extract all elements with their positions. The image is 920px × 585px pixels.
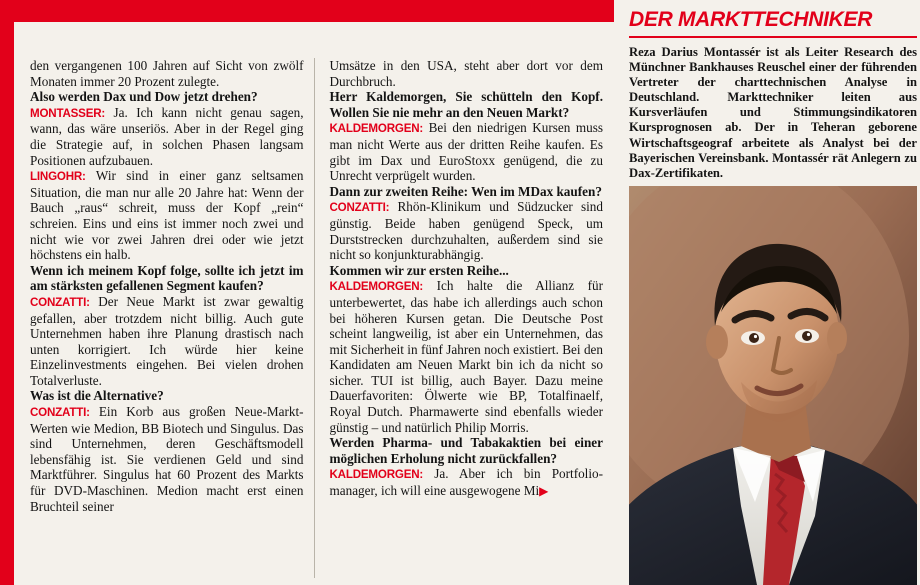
sidebar-panel (614, 0, 920, 585)
speaker-label: MONTASSER: (30, 106, 106, 120)
interview-question: Dann zur zweiten Reihe: Wen im MDax kaufen? (329, 183, 602, 199)
interview-answer: KALDEMORGEN: Ich halte die Allianz für unterbewertet, das habe ich allerdings auch schon bei höheren Kursen getan. Die Deutsche Post scheint langweilig, ist aber ein Unternehmen, das mit Sicherheit in fünf Jahren noch existiert. Bei den Kandidaten am Neuen Markt bin ich da nicht so sicher. TUI ist billig, auch Bayer. Dazu meine Dauerfavoriten: Ölwerte wie BP, Totalfinaelf, Royal Dutch. Pharmawerte sind ebenfalls wieder günstig – und natürlich Philip Morris. (329, 278, 603, 435)
continuation-arrow-icon: ▶ (539, 484, 549, 499)
speaker-label: KALDEMORGEN: (329, 280, 424, 294)
article-column-1 (24, 58, 315, 578)
speaker-label: CONZATTI: (329, 201, 390, 215)
speaker-label: KALDEMORGEN: (329, 468, 424, 482)
interview-answer: CONZATTI: Der Neue Markt ist zwar gewaltig gefallen, aber trotzdem nicht billig. Auch gute Unternehmen haben ihre Planung drastisch nach unten korrigiert. Ich würde hier keine Einzelinvestments eingehen. Bei vielen drohen Totalverluste. (30, 293, 304, 388)
interview-question: Also werden Dax und Dow jetzt drehen? (30, 89, 258, 105)
interview-answer: CONZATTI: Rhön-Klinikum und Südzucker sind günstig. Beide haben genügend Speck, um Durststrecken durchzuhalten, außerdem sind sie nicht so konjunkturabhängig. (329, 199, 603, 263)
sidebar-divider (629, 36, 917, 38)
left-edge-inner (14, 22, 24, 585)
sidebar-body-text: Reza Darius Montassér ist als Leiter Research des Münchner Bankhauses Reuschel einer der führenden Vertreter der charttechnischen Analyse in Deutschland. Markttechniker leiten aus Kursverläufen und Stimmungsindikatoren Kursprognosen ab. Der in Teheran geborene Wirtschaftsgeograf arbeitete als Analyst bei der Bayerischen Vereinsbank. Montassér rät Anlegern zu Dax-Zertifikaten. (629, 45, 917, 180)
interview-answer: MONTASSER: Ja. Ich kann nicht genau sagen, wann, das wäre unseriös. Aber in der Regel ging die Strategie auf, in solchen Phasen langsam Positionen aufzubauen. (30, 104, 304, 168)
speaker-label: LINGOHR: (30, 170, 86, 184)
interview-question: Was ist die Alternative? (30, 388, 164, 404)
sidebar-inner (623, 0, 920, 585)
interview-answer: CONZATTI: Ein Korb aus großen Neue-Markt-Werten wie Medion, BB Biotech und Singulus. Das sind Unternehmen, deren Geschäftsmodell lebensfähig ist. Sie verdienen Geld und sind Marktführer. Singulus hat 60 Prozent des Markts für DVD-Maschinen. Medion macht erst einen Bruchteil seiner (30, 404, 304, 514)
speaker-label: CONZATTI: (30, 406, 90, 420)
speaker-label: KALDEMORGEN: (329, 122, 424, 136)
sidebar-title: DER MARKTTECHNIKER (629, 8, 873, 31)
interview-answer: KALDEMORGEN: Ja. Aber ich bin Portfolio-manager, ich will eine ausgewogene Mi▶ (329, 466, 603, 499)
paragraph: den vergangenen 100 Jahren auf Sicht von zwölf Monaten immer 20 Prozent zulegte. (30, 58, 304, 89)
speaker-label: CONZATTI: (30, 295, 90, 309)
interview-question: Herr Kaldemorgen, Sie schütteln den Kopf. Wollen Sie nie mehr an den Neuen Markt? (329, 89, 603, 120)
portrait-photo (629, 186, 917, 585)
interview-question: Kommen wir zur ersten Reihe... (329, 262, 509, 278)
left-red-edge (0, 0, 14, 585)
interview-question: Werden Pharma- und Tabakaktien bei einer möglichen Erholung nicht zurückfallen? (329, 435, 603, 466)
top-red-bar (0, 0, 614, 22)
interview-question: Wenn ich meinem Kopf folge, sollte ich jetzt im am stärksten gefallenen Segment kaufen? (30, 262, 304, 294)
article-columns (24, 58, 609, 578)
interview-answer: KALDEMORGEN: Bei den niedrigen Kursen muss man nicht Werte aus der dritten Reihe kaufen. Es gibt im Dax und EuroStoxx genügend, die zu Unrecht verprügelt wurden. (329, 120, 603, 184)
paragraph: Umsätze in den USA, steht aber dort vor dem Durchbruch. (329, 58, 603, 89)
article-column-2 (324, 58, 610, 578)
interview-answer: LINGOHR: Wir sind in einer ganz seltsamen Situation, die man nur alle 20 Jahre hat: Wenn der Bauch „raus“ schreit, muss der Kopf „rein“ schreien. Eins und eins ist immer noch zwei und nicht wie vor zwei Jahren drei oder wie jetzt höchstens ein halb. (30, 168, 304, 263)
